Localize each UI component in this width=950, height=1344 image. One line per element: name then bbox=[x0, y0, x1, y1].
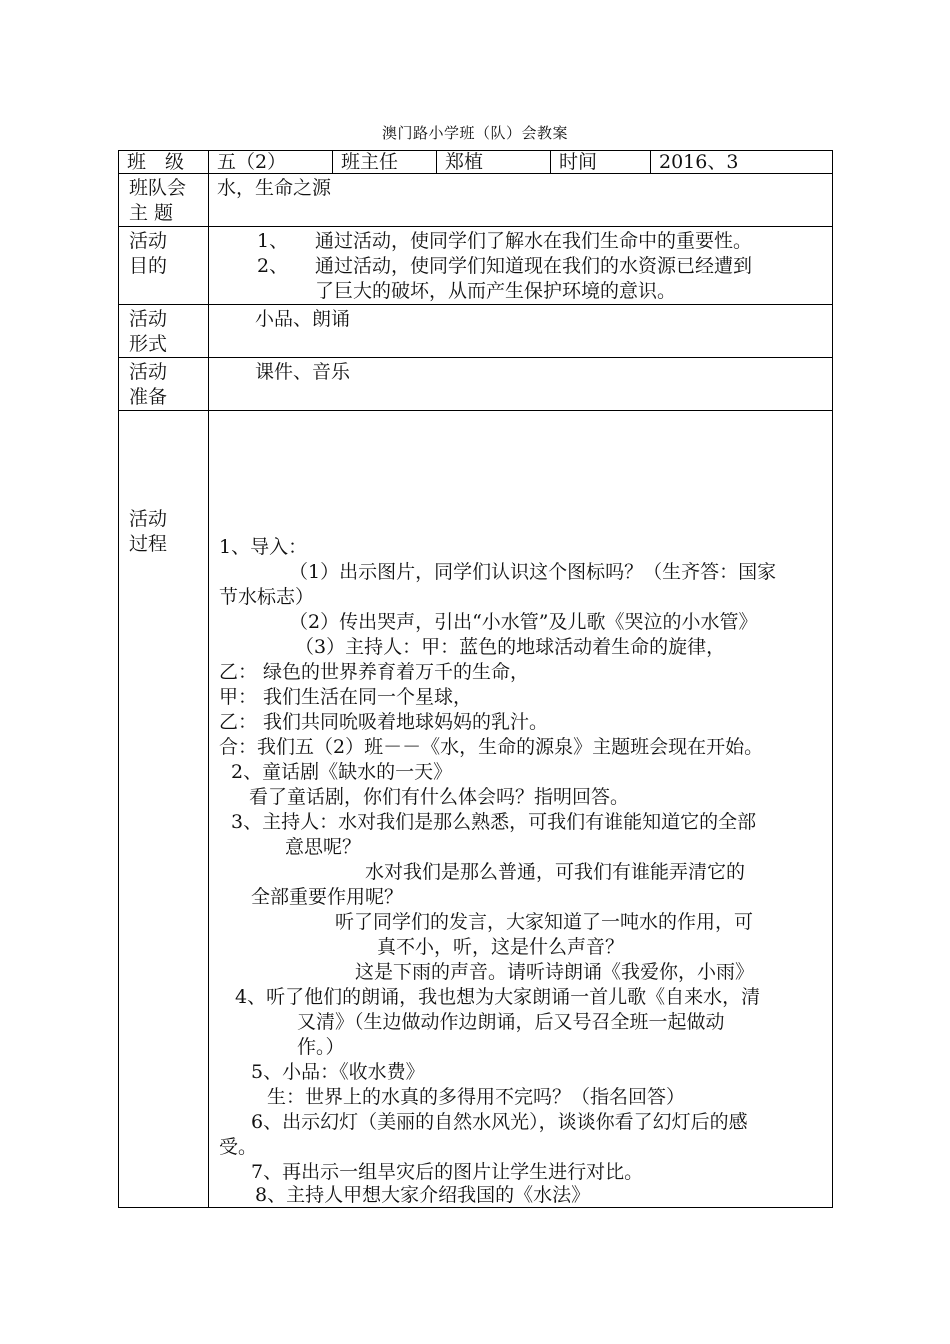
purpose-content bbox=[209, 227, 833, 305]
form-value: 小品、朗诵 bbox=[209, 305, 833, 358]
theme-label: 班队会 主 题 bbox=[119, 174, 209, 227]
purpose-row bbox=[119, 227, 833, 305]
process-line: 这是下雨的声音。请听诗朗诵《我爱你，小雨》 bbox=[355, 961, 755, 983]
theme-value: 水，生命之源 bbox=[209, 174, 833, 227]
purpose-label: 活动 目的 bbox=[119, 227, 209, 305]
purpose-item: 1、 通过活动，使同学们了解水在我们生命中的重要性。 bbox=[257, 230, 753, 252]
process-line: 乙： 我们共同吮吸着地球妈妈的乳汁。 bbox=[219, 711, 549, 733]
process-line: 1、导入： bbox=[219, 536, 308, 558]
process-line: （2）传出哭声，引出“小水管”及儿歌《哭泣的小水管》 bbox=[289, 611, 758, 633]
process-line: 6、出示幻灯（美丽的自然水风光），谈谈你看了幻灯后的感 bbox=[251, 1111, 748, 1133]
process-line: 7、再出示一组旱灾后的图片让学生进行对比。 bbox=[251, 1161, 644, 1183]
prep-value: 课件、音乐 bbox=[209, 358, 833, 411]
process-line: 全部重要作用呢？ bbox=[251, 886, 404, 908]
process-line: 水对我们是那么普通，可我们有谁能弄清它的 bbox=[365, 861, 746, 883]
process-line: 4、听了他们的朗诵，我也想为大家朗诵一首儿歌《自来水，清 bbox=[235, 986, 761, 1008]
process-line: 8、主持人甲想大家介绍我国的《水法》 bbox=[255, 1184, 591, 1206]
theme-row bbox=[119, 174, 833, 227]
time-label: 时间 bbox=[551, 151, 651, 174]
form-row bbox=[119, 305, 833, 358]
class-label: 班 级 bbox=[119, 151, 209, 174]
process-line: 作。） bbox=[297, 1036, 345, 1058]
process-line: 看了童话剧，你们有什么体会吗？指明回答。 bbox=[249, 786, 630, 808]
class-value: 五（2） bbox=[209, 151, 333, 174]
process-line: 受。 bbox=[219, 1136, 258, 1158]
process-content bbox=[209, 411, 833, 1208]
process-line: 生：世界上的水真的多得用不完吗？（指名回答） bbox=[267, 1086, 686, 1108]
process-line: （1）出示图片，同学们认识这个图标吗？（生齐答：国家 bbox=[289, 561, 777, 583]
process-line: 又清》（生边做动作边朗诵，后又号召全班一起做动 bbox=[297, 1011, 725, 1033]
process-line: 乙： 绿色的世界养育着万千的生命， bbox=[219, 661, 530, 683]
process-line: 真不小，听，这是什么声音？ bbox=[377, 936, 625, 958]
process-line: 意思呢？ bbox=[285, 836, 362, 858]
teacher-value: 郑植 bbox=[437, 151, 551, 174]
process-line: 甲： 我们生活在同一个星球， bbox=[219, 686, 473, 708]
process-row bbox=[119, 411, 833, 1208]
purpose-item: 2、 通过活动，使同学们知道现在我们的水资源已经遭到 bbox=[257, 255, 753, 277]
process-line: 3、主持人：水对我们是那么熟悉，可我们有谁能知道它的全部 bbox=[231, 811, 757, 833]
time-value: 2016、3 bbox=[651, 151, 833, 174]
process-line: 合：我们五（2）班－－《水，生命的源泉》主题班会现在开始。 bbox=[219, 736, 764, 758]
process-line: 2、童话剧《缺水的一天》 bbox=[231, 761, 453, 783]
document-title: 澳门路小学班（队）会教案 bbox=[381, 124, 568, 142]
prep-label: 活动 准备 bbox=[119, 358, 209, 411]
process-label: 活动 过程 bbox=[119, 411, 209, 1208]
purpose-continuation: 了巨大的破坏，从而产生保护环境的意识。 bbox=[315, 280, 677, 302]
process-line: 节水标志） bbox=[219, 586, 315, 608]
process-line: 听了同学们的发言，大家知道了一吨水的作用，可 bbox=[335, 911, 754, 933]
process-line: （3）主持人：甲：蓝色的地球活动着生命的旋律， bbox=[295, 636, 726, 658]
form-label: 活动 形式 bbox=[119, 305, 209, 358]
prep-row bbox=[119, 358, 833, 411]
teacher-label: 班主任 bbox=[333, 151, 437, 174]
process-line: 5、小品：《收水费》 bbox=[251, 1061, 425, 1083]
header-row bbox=[119, 151, 833, 174]
lesson-plan-table bbox=[118, 150, 833, 1208]
